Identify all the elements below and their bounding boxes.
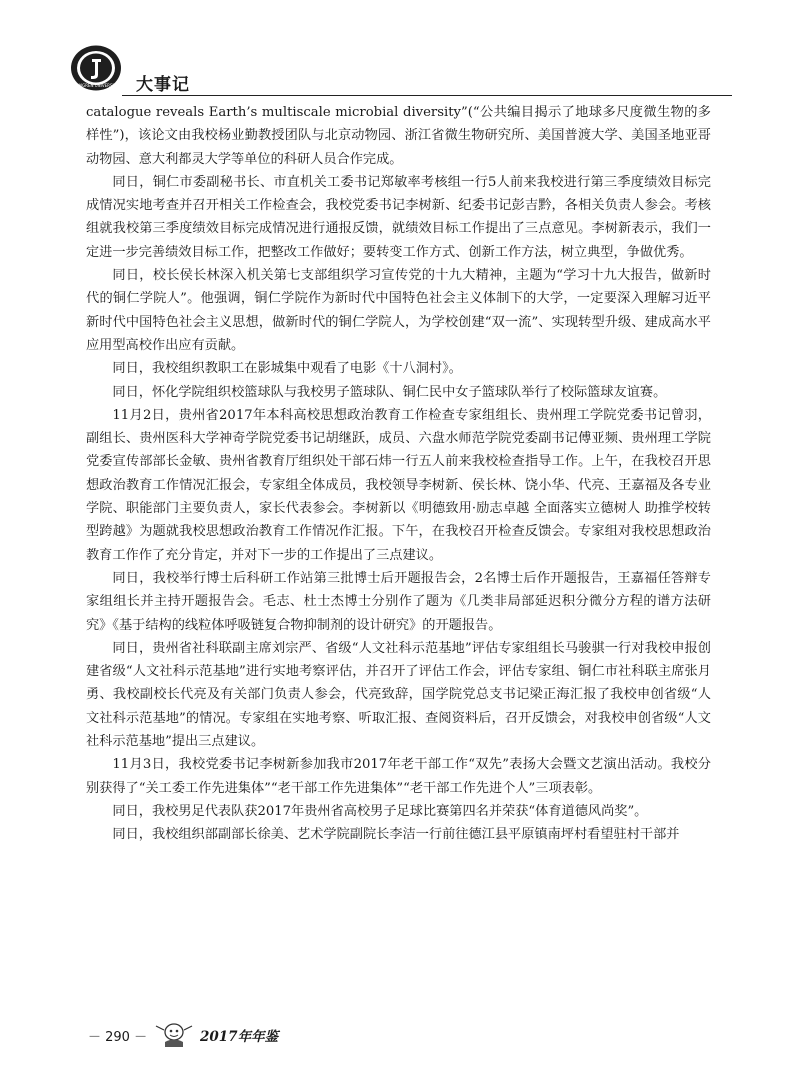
paragraph: 同日，贵州省社科联副主席刘宗严、省级“人文社科示范基地”评估专家组组长马骏骐一行对我校申报创建省级“人文社科示范基地”进行实地考察评估，并召开了评估工作会，评估专家组、铜仁市社科联主席张月勇、我校副校长代亮及有关部门负责人参会，代亮致辞，国学院党总支书记梁正海汇报了我校申创省级“人文社科示范基地”的情况。专家组在实地考察、听取汇报、查阅资料后，召开反馈会，对我校申创省级“人文社科示范基地”提出三点建议。: [86, 640, 711, 750]
paragraph: 同日，我校组织部副部长徐美、艺术学院副院长李洁一行前往德江县平原镇南坪村看望驻村干部并: [112, 827, 680, 843]
page-footer: [88, 1020, 388, 1048]
mascot-icon: [152, 1020, 196, 1048]
paragraph: 同日，我校举行博士后科研工作站第三批博士后开题报告会，2名博士后作开题报告，王嘉福任答辩专家组组长并主持开题报告会。毛志、杜士杰博士分别作了题为《几类非局部延迟积分微分方程的谱方法研究》《基于结构的线粒体呼吸链复合物抑制剂的设计研究》的开题报告。: [86, 570, 711, 633]
page-header: [70, 40, 730, 96]
svg-text:TONGREN UNIVERSITY: TONGREN UNIVERSITY: [73, 83, 119, 88]
page-number: － 290 －: [88, 1030, 148, 1045]
article-body: [86, 101, 711, 847]
paragraph: catalogue reveals Earth’s multiscale microbial diversity”(“公共编目揭示了地球多尺度微生物的多样性”)，该论文由我校杨业勤教授团队与北京动物园、浙江省微生物研究所、美国普渡大学、美国圣地亚哥动物园、意大利都灵大学等单位的科研人员合作完成。: [86, 105, 711, 167]
paragraph: 同日，我校组织教职工在影城集中观看了电影《十八洞村》。: [112, 361, 462, 377]
paragraph: 11月3日，我校党委书记李树新参加我市2017年老干部工作“双先”表扬大会暨文艺演出活动。我校分别获得了“关工委工作先进集体”“老干部工作先进集体”“老干部工作先进个人”三项表彰。: [86, 757, 711, 796]
university-seal-icon: [70, 44, 122, 92]
section-title: 大事记: [136, 75, 190, 95]
paragraph: 同日，校长侯长林深入机关第七支部组织学习宣传党的十九大精神，主题为“学习十九大报告，做新时代的铜仁学院人”。他强调，铜仁学院作为新时代中国特色社会主义体制下的大学，一定要深入理解习近平新时代中国特色社会主义思想，做新时代的铜仁学院人，为学校创建“双一流”、实现转型升级、建成高水平应用型高校作出应有贡献。: [86, 268, 711, 353]
paragraph: 11月2日，贵州省2017年本科高校思想政治教育工作检查专家组组长、贵州理工学院党委书记曾羽，副组长、贵州医科大学神奇学院党委书记胡继跃，成员、六盘水师范学院党委副书记傅亚频、贵州理工学院党委宣传部部长金敏、贵州省教育厅组织处干部石炜一行五人前来我校检查指导工作。上午，在我校召开思想政治教育工作情况汇报会，专家组全体成员，我校领导李树新、侯长林、饶小华、代亮、王嘉福及各专业学院、职能部门主要负责人，家长代表参会。李树新以《明德致用·励志卓越 全面落实立德树人 助推学校转型跨越》为题就我校思想政治教育工作情况作汇报。下午，在我校召开检查反馈会。专家组对我校思想政治教育工作作了充分肯定，并对下一步的工作提出了三点建议。: [86, 407, 711, 563]
paragraph: 同日，我校男足代表队获2017年贵州省高校男子足球比赛第四名并荣获“体育道德风尚奖”。: [112, 803, 648, 819]
paragraph: 同日，铜仁市委副秘书长、市直机关工委书记郑敏率考核组一行5人前来我校进行第三季度绩效目标完成情况实地考查并召开相关工作检查会，我校党委书记李树新、纪委书记彭吉黔，各相关负责人参会。考核组就我校第三季度绩效目标完成情况进行通报反馈，就绩效目标工作提出了三点意见。李树新表示，我们一定进一步完善绩效目标工作，把整改工作做好；要转变工作方式、创新工作方法，树立典型，争做优秀。: [86, 174, 711, 260]
paragraph: 同日，怀化学院组织校篮球队与我校男子篮球队、铜仁民中女子篮球队举行了校际篮球友谊赛。: [112, 384, 667, 400]
yearbook-title: 2017年年鉴: [200, 1029, 279, 1045]
header-rule: [122, 95, 732, 96]
